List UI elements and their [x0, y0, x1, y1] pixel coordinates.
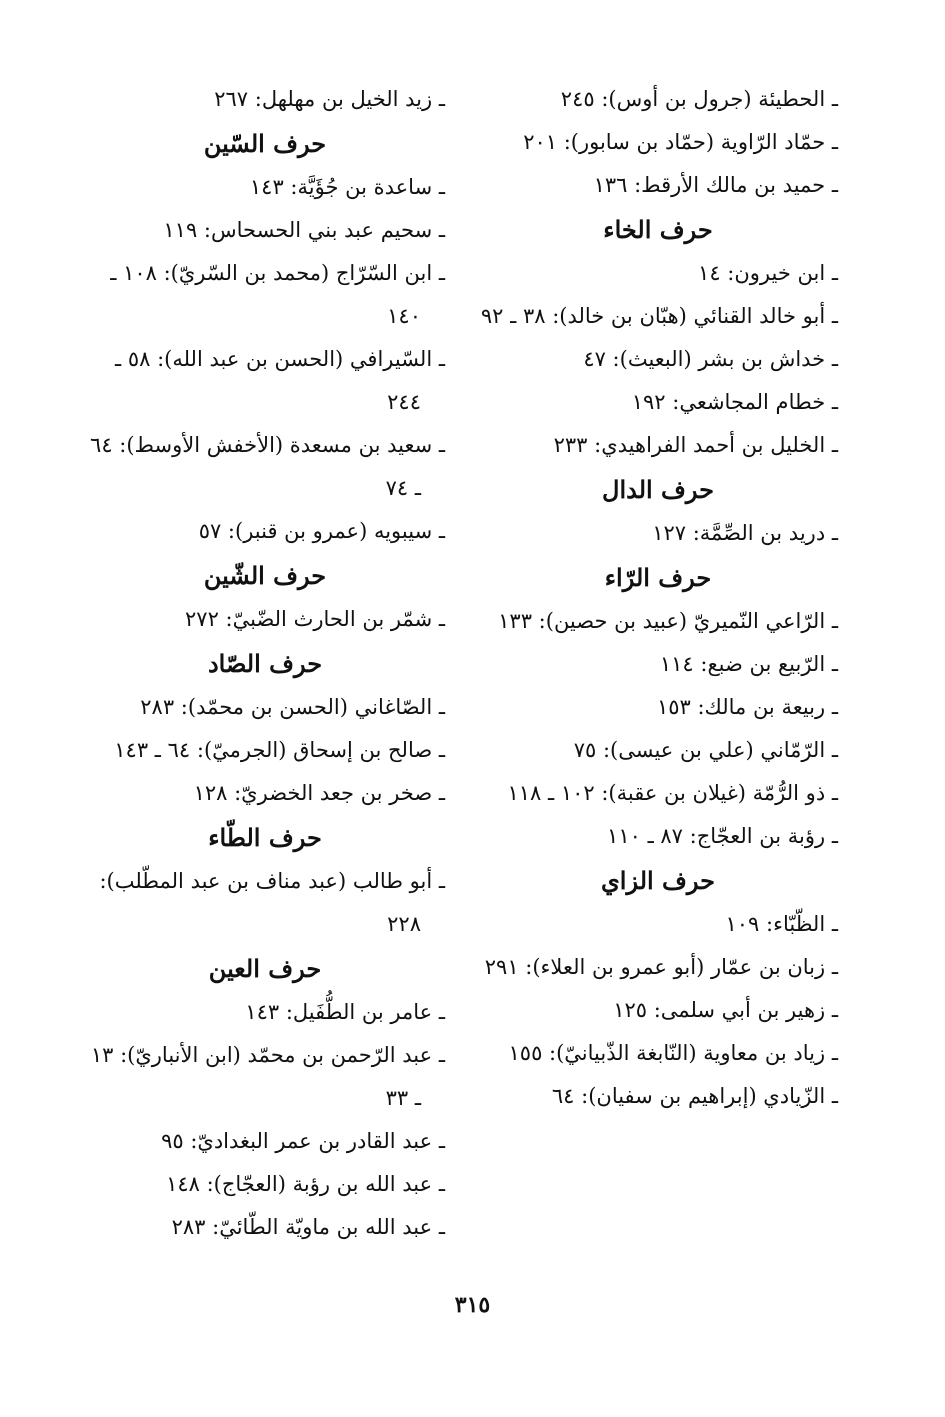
- index-entry: ـ السّيرافي (الحسن بن عبد الله): ٥٨ ـ ٢٤٤: [115, 347, 445, 414]
- page-number: ٣١٥: [454, 1292, 491, 1318]
- index-entry: ـ الرّمّاني (علي بن عيسى): ٧٥: [573, 738, 838, 762]
- index-entry: ـ عبد القادر بن عمر البغداديّ: ٩٥: [161, 1129, 445, 1153]
- index-entry: ـ عبد الله بن ماويّة الطّائيّ: ٢٨٣: [171, 1215, 445, 1239]
- index-entry: ـ سعيد بن مسعدة (الأخفش الأوسط): ٦٤ ـ ٧٤: [90, 433, 445, 500]
- letter-heading: حرف الطّاء: [208, 823, 322, 852]
- index-entry: ـ شمّر بن الحارث الضّبيّ: ٢٧٢: [185, 607, 445, 631]
- index-entry: ـ خداش بن بشر (البعيث): ٤٧: [583, 347, 838, 371]
- index-entry: ـ رؤبة بن العجّاج: ٨٧ ـ ١١٠: [607, 824, 838, 848]
- index-entry: ـ ابن خيرون: ١٤: [698, 261, 838, 285]
- index-entry: ـ زياد بن معاوية (النّابغة الذّبيانيّ): ١٥٥: [508, 1041, 838, 1065]
- index-entry: ـ الرّبيع بن ضبع: ١١٤: [659, 652, 838, 676]
- index-entry: ـ دريد بن الصِّمَّة: ١٢٧: [652, 521, 838, 545]
- index-column-right: [478, 78, 838, 1118]
- index-entry: ـ صالح بن إسحاق (الجرميّ): ٦٤ ـ ١٤٣: [114, 738, 445, 762]
- index-entry: ـ الصّاغاني (الحسن بن محمّد): ٢٨٣: [140, 695, 445, 719]
- index-entry: ـ زبان بن عمّار (أبو عمرو بن العلاء): ٢٩١: [484, 955, 838, 979]
- index-entry: ـ خطام المجاشعي: ١٩٢: [631, 390, 838, 414]
- index-entry: ـ عامر بن الطُّفَيل: ١٤٣: [245, 1000, 445, 1024]
- index-entry: ـ أبو خالد القنائي (هبّان بن خالد): ٣٨ ـ ٩٢: [480, 304, 838, 328]
- letter-heading: حرف الدال: [602, 475, 714, 504]
- letter-heading: حرف السّين: [203, 129, 327, 158]
- index-entry: ـ ابن السّرّاج (محمد بن السّريّ): ١٠٨ ـ ١٤٠: [110, 261, 445, 328]
- index-entry: ـ الظّبّاء: ١٠٩: [725, 912, 838, 936]
- index-entry: ـ ذو الرُّمّة (غيلان بن عقبة): ١٠٢ ـ ١١٨: [507, 781, 838, 805]
- letter-heading: حرف الخاء: [603, 215, 713, 244]
- index-entry: ـ عبد الله بن رؤبة (العجّاج): ١٤٨: [166, 1172, 445, 1196]
- index-entry: ـ الرّاعي النّميريّ (عبيد بن حصين): ١٣٣: [498, 609, 838, 633]
- index-entry: ـ أبو طالب (عبد مناف بن عبد المطّلب): ٢٢٨: [99, 869, 445, 936]
- index-entry: ـ سحيم عبد بني الحسحاس: ١١٩: [163, 218, 445, 242]
- index-entry: ـ ساعدة بن جُؤَيَّة: ١٤٣: [249, 175, 445, 199]
- index-entry: ـ ربيعة بن مالك: ١٥٣: [656, 695, 838, 719]
- index-entry: ـ صخر بن جعد الخضريّ: ١٢٨: [193, 781, 445, 805]
- index-entry: ـ عبد الرّحمن بن محمّد (ابن الأنباريّ): ١٣ ـ ٣٣: [90, 1043, 445, 1110]
- letter-heading: حرف الصّاد: [207, 649, 323, 678]
- index-entry: ـ الخليل بن أحمد الفراهيدي: ٢٣٣: [553, 433, 838, 457]
- letter-heading: حرف الشّين: [203, 561, 327, 590]
- index-column-left: [85, 78, 445, 1249]
- index-entry: ـ الزّيادي (إبراهيم بن سفيان): ٦٤: [551, 1084, 838, 1108]
- index-entry: ـ الحطيئة (جرول بن أوس): ٢٤٥: [560, 87, 838, 111]
- index-entry: ـ زيد الخيل بن مهلهل: ٢٦٧: [214, 87, 445, 111]
- index-entry: ـ حميد بن مالك الأرقط: ١٣٦: [593, 173, 838, 197]
- letter-heading: حرف الزاي: [601, 866, 715, 895]
- index-entry: ـ زهير بن أبي سلمى: ١٢٥: [613, 998, 838, 1022]
- letter-heading: حرف العين: [208, 954, 322, 983]
- index-entry: ـ سيبويه (عمرو بن قنبر): ٥٧: [198, 519, 445, 543]
- index-entry: ـ حمّاد الرّاوية (حمّاد بن سابور): ٢٠١: [523, 130, 838, 154]
- letter-heading: حرف الرّاء: [604, 563, 712, 592]
